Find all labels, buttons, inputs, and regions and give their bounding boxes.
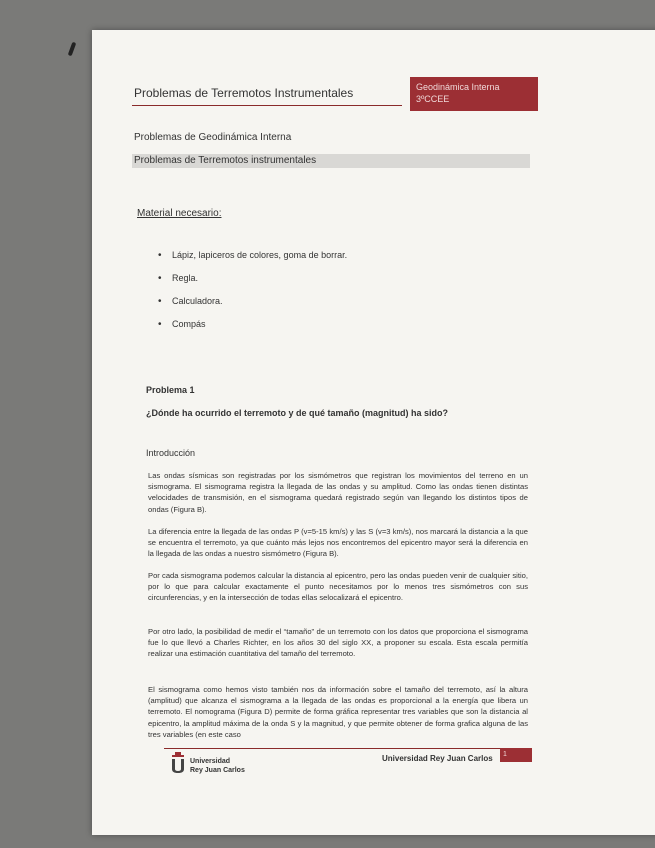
pen-mark — [68, 42, 77, 57]
material-list — [158, 250, 347, 342]
university-logo-icon — [170, 752, 186, 774]
badge-line-2: 3ºCCEE — [416, 94, 450, 104]
intro-title: Introducción — [146, 448, 196, 458]
problem-title: Problema 1 — [146, 385, 195, 395]
document-page — [92, 30, 655, 835]
list-item — [158, 250, 347, 273]
footer-university-name — [190, 757, 245, 775]
footer-rule — [164, 748, 500, 749]
list-item — [158, 273, 347, 296]
section-bar: Problemas de Terremotos instrumentales — [132, 154, 530, 168]
list-item-label: Regla. — [172, 273, 199, 283]
paragraph: Por cada sismograma podemos calcular la distancia al epicentro, pero las ondas pueden venir de cualquier sitio, por lo que para calcular exactamente el punto necesitamos por lo menos tres sismómetros con sus circunferencias, y en la intersección de todas ellas selocalizará el epicentro. — [148, 571, 528, 603]
list-item-label: Compás — [172, 319, 206, 329]
header-rule — [132, 105, 402, 106]
footer-uni-line-1: Universidad — [190, 758, 231, 765]
header-badge — [410, 77, 538, 111]
footer-uni-line-2: Rey Juan Carlos — [190, 767, 245, 774]
badge-line-1: Geodinámica Interna — [416, 82, 500, 92]
bullet-icon: • — [158, 319, 162, 330]
bullet-icon: • — [158, 296, 162, 307]
bullet-icon: • — [158, 273, 162, 284]
subject-title: Problemas de Geodinámica Interna — [134, 132, 292, 143]
list-item-label: Calculadora. — [172, 296, 223, 306]
paragraph: El sismograma como hemos visto también nos da información sobre el tamaño del terremoto, así la altura (amplitud) que alcanza el sismograma a la llegada de las ondas es proporcional a la energía que libera un terremoto. El nomograma (Figura D) permite de forma gráfica representar tres variables que son la distancia al epicentro, la amplitud máxima de la onda S y la magnitud, y que permite obtener de forma grafica alguna de las tres variables (en este caso — [148, 685, 528, 739]
list-item-label: Lápiz, lapiceros de colores, goma de borrar. — [172, 250, 348, 260]
bullet-icon: • — [158, 250, 162, 261]
paragraph: Por otro lado, la posibilidad de medir el “tamaño” de un terremoto con los datos que proporciona el sismograma fue lo que llevó a Charles Richter, en los años 30 del siglo XX, a proponer su escala. Esta escala permitía realizar una estimación cuantitativa del tamaño del terremoto. — [148, 627, 528, 659]
footer-right-text: Universidad Rey Juan Carlos — [382, 754, 493, 763]
problem-question: ¿Dónde ha ocurrido el terremoto y de qué tamaño (magnitud) ha sido? — [146, 408, 449, 418]
header-title: Problemas de Terremotos Instrumentales — [134, 86, 354, 100]
list-item — [158, 319, 347, 342]
list-item — [158, 296, 347, 319]
material-title: Material necesario: — [137, 208, 222, 219]
paragraph: La diferencia entre la llegada de las ondas P (v=5-15 km/s) y las S (v=3 km/s), nos marcará la distancia a la que se encuentra el terremoto, ya que cuánto más lejos nos encontremos del epicentro mayor será la diferencia en la llegada de las ondas a nuestro sismómetro (Figura B). — [148, 527, 528, 559]
paragraph: Las ondas sísmicas son registradas por los sismómetros que registran los movimientos del terreno en un sismograma. El sismograma registra la llegada de las ondas y su amplitud. Como las ondas tienen distintas velocidades de transmisión, en el sismograma quedará registrado según van llegando los distintos tipos de ondas (Figura B). — [148, 471, 528, 514]
page-number: 1 — [500, 748, 532, 762]
